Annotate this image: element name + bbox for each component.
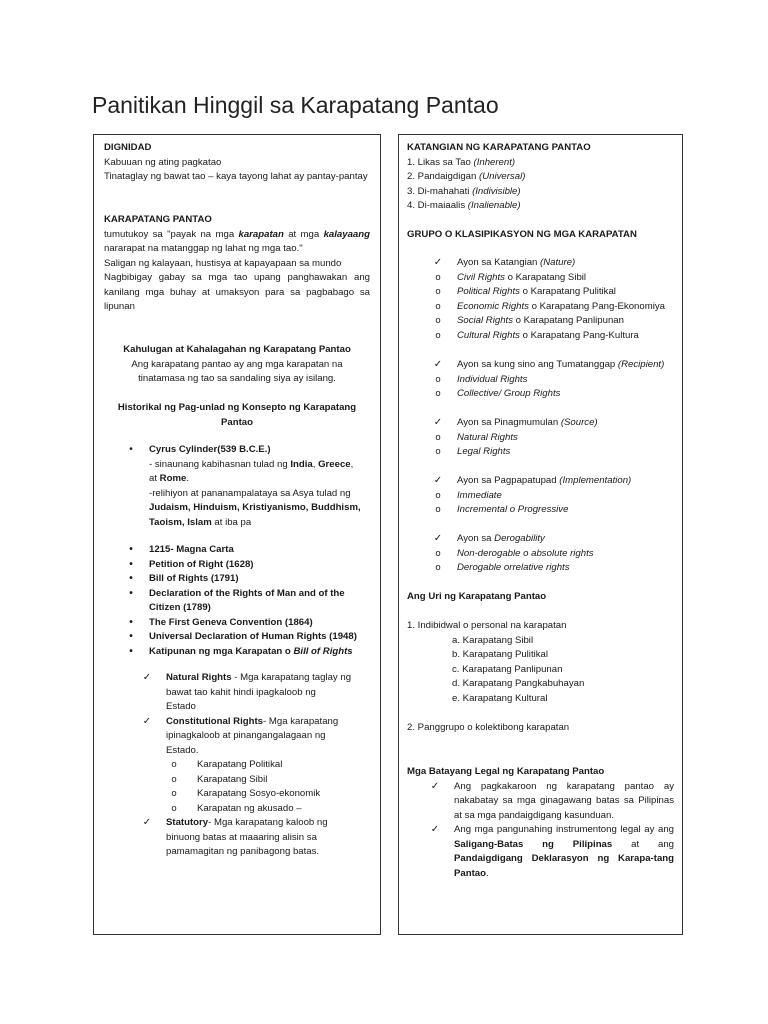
- list-item: [407, 547, 674, 562]
- katangian-heading: KATANGIAN NG KARAPATANG PANTAO: [407, 142, 591, 153]
- list-item: [407, 300, 674, 315]
- list-item: [104, 715, 370, 730]
- right-type-english: Political Rights: [457, 286, 520, 297]
- bullet-icon: •: [129, 573, 133, 584]
- cyrus-line: [104, 472, 370, 487]
- historikal-heading: Historikal ng Pag-unlad ng Konsepto ng Karapatang Pantao: [117, 402, 357, 428]
- right-type-text: o Karapatang Panlipunan: [513, 315, 624, 326]
- grupo-heading-wrap: [407, 228, 674, 243]
- checkmark-icon: ✓: [142, 715, 152, 727]
- rights-type-name: Constitutional Rights: [166, 715, 263, 727]
- katangian-text: 4. Di-maiaalis: [407, 200, 468, 211]
- legal-text-part: Ang mga pangunahing instrumentong legal ay ang: [454, 824, 674, 835]
- cyrus-line: [104, 516, 370, 531]
- cyrus-line: -relihiyon at pananampalataya sa Asya tulad ng: [149, 487, 351, 499]
- checkmark-icon: ✓: [433, 257, 443, 268]
- group-header: [407, 358, 674, 373]
- legal-text: Ang pagkakaroon ng karapatang pantao ay nakabatay sa mga ginagawang batas sa Pilipinas at sa mga pandaigdigang kasunduan.: [454, 780, 674, 821]
- right-type-english: Economic Rights: [457, 300, 529, 312]
- katangian-item: [407, 156, 674, 171]
- group-header-text: Ayon sa Pinagmumulan: [457, 417, 561, 428]
- katangian-english: (Inalienable): [467, 200, 521, 211]
- bullet-icon: •: [129, 444, 133, 455]
- checkmark-icon: ✓: [430, 824, 440, 835]
- right-type-english: Immediate: [457, 489, 502, 501]
- circle-bullet-icon: o: [435, 504, 441, 515]
- legal-emph: Saligang-Batas ng Pilipinas: [454, 838, 613, 850]
- list-item: [407, 285, 674, 300]
- list-item: [407, 503, 674, 518]
- list-item: [104, 616, 370, 631]
- circle-bullet-icon: o: [435, 329, 441, 341]
- dignidad-heading: DIGNIDAD: [104, 142, 152, 153]
- kp-def-emph: kalayaang: [323, 228, 370, 240]
- sub-item-label: Karapatan ng akusado –: [197, 802, 302, 814]
- list-item: [104, 587, 370, 602]
- kp-line: Nagbibigay gabay sa mga tao upang panghawakan ang kanilang mga buhay at umaksyon para sa pagbabago sa lipunan: [104, 272, 370, 312]
- rights-type-line: Estado.: [166, 744, 199, 756]
- grupo-heading: GRUPO O KLASIPIKASYON NG MGA KARAPATAN: [407, 229, 637, 240]
- kahulugan-text: Ang karapatang pantao ay ang mga karapatan na tinatamasa ng tao sa sandaling siya ay isilang.: [131, 358, 343, 384]
- rights-type-name: Natural Rights: [166, 672, 232, 683]
- list-item: [104, 558, 370, 573]
- group-header-english: Derogability: [494, 533, 545, 544]
- rights-type-line: Estado: [166, 701, 196, 712]
- katangian-text: 3. Di-mahahati: [407, 185, 473, 197]
- bullet-icon: •: [129, 587, 133, 599]
- group-header: [407, 532, 674, 547]
- cyrus-emph: Rome: [159, 473, 187, 484]
- cyrus-section: [104, 443, 370, 530]
- circle-bullet-icon: o: [435, 373, 441, 385]
- checkmark-icon: ✓: [433, 475, 443, 486]
- list-item: [407, 329, 674, 344]
- group-header-text: Ayon sa: [457, 533, 495, 544]
- checkmark-icon: ✓: [433, 359, 443, 370]
- circle-bullet-icon: o: [435, 271, 441, 283]
- event-label: 1215- Magna Carta: [149, 544, 234, 555]
- legal-text: [454, 823, 674, 881]
- cyrus-text: at: [149, 473, 160, 484]
- bullet-icon: •: [129, 544, 133, 555]
- event-label: Petition of Right (1628): [149, 558, 254, 570]
- list-item: [407, 445, 674, 460]
- list-item: [104, 816, 370, 831]
- right-type-english: Incremental o Progressive: [457, 504, 569, 515]
- group-implementation: [407, 474, 674, 518]
- checkmark-icon: ✓: [430, 780, 440, 792]
- katangian-section: [407, 141, 674, 214]
- cyrus-text: - sinaunang kabihasnan tulad ng: [149, 458, 291, 470]
- right-type-english: Social Rights: [457, 315, 513, 326]
- page-title: Panitikan Hinggil sa Karapatang Pantao: [92, 92, 499, 118]
- cyrus-emph: Taoism, Islam: [149, 516, 212, 528]
- circle-bullet-icon: o: [435, 489, 441, 501]
- kp-def-text: at mga: [283, 228, 324, 240]
- right-type-english: Collective/ Group Rights: [457, 388, 561, 399]
- rights-type-name: Statutory: [166, 817, 209, 828]
- circle-bullet-icon: o: [435, 547, 441, 559]
- kahulugan-section: [104, 343, 370, 387]
- karapatang-pantao-section: [104, 213, 370, 315]
- bullet-icon: •: [129, 645, 133, 657]
- list-item: [407, 489, 674, 504]
- katangian-english: (Indivisible): [472, 185, 521, 197]
- sub-item-label: Karapatang Sosyo-ekonomik: [197, 788, 321, 799]
- rights-type-text: - Mga karapatang kaloob ng: [208, 817, 328, 828]
- checkmark-icon: ✓: [142, 672, 152, 683]
- group-header-english: (Source): [560, 417, 598, 428]
- rights-type-line: binuong batas at maaaring alisin sa: [166, 831, 317, 843]
- group-header-text: Ayon sa Katangian: [457, 257, 541, 268]
- list-item: [104, 645, 370, 660]
- group-header: [407, 474, 674, 489]
- circle-bullet-icon: o: [435, 300, 441, 312]
- uri-section: [407, 590, 674, 735]
- right-type-english: Individual Rights: [457, 373, 528, 385]
- list-item: [407, 823, 674, 881]
- rights-types: [104, 671, 370, 860]
- list-item: [104, 758, 370, 773]
- kp-heading: KARAPATANG PANTAO: [104, 214, 212, 225]
- katangian-item: [407, 199, 674, 214]
- list-item: [104, 630, 370, 645]
- list-item: [407, 561, 674, 576]
- kp-def-text: nararapat na matanggap ng lahat ng mga tao.": [104, 243, 303, 254]
- list-item: [104, 572, 370, 587]
- sub-item-label: Karapatang Sibil: [197, 773, 268, 785]
- list-item: [407, 780, 674, 824]
- legal-heading: Mga Batayang Legal ng Karapatang Pantao: [407, 766, 605, 777]
- kp-line: Saligan ng kalayaan, hustisya at kapayapaan sa mundo: [104, 257, 342, 269]
- right-panel: [398, 134, 683, 935]
- group-header: [407, 416, 674, 431]
- right-type-text: o Karapatang Pulitikal: [519, 286, 616, 297]
- dignidad-line: Kabuuan ng ating pagkatao: [104, 156, 222, 168]
- rights-type-line: bawat tao kahit hindi ipagkaloob ng: [166, 686, 316, 698]
- circle-bullet-icon: o: [171, 773, 177, 785]
- katangian-english: (Universal): [479, 171, 526, 182]
- cyrus-text: at iba pa: [211, 516, 252, 528]
- circle-bullet-icon: o: [171, 759, 177, 770]
- cyrus-emph: India: [290, 458, 313, 470]
- bullet-icon: •: [129, 558, 133, 570]
- event-continuation: Citizen (1789): [149, 602, 211, 613]
- uri-sub-item: d. Karapatang Pangkabuhayan: [452, 678, 585, 689]
- list-item: [104, 543, 370, 558]
- group-header-english: (Nature): [540, 257, 576, 268]
- uri-item: 2. Panggrupo o kolektibong karapatan: [407, 721, 570, 733]
- uri-heading: Ang Uri ng Karapatang Pantao: [407, 591, 547, 602]
- checkmark-icon: ✓: [433, 533, 443, 544]
- rights-type-text: - Mga karapatang taglay ng: [231, 672, 352, 683]
- right-type-text: o Karapatang Pang-Kultura: [519, 329, 639, 341]
- list-item: [104, 671, 370, 686]
- group-header-text: Ayon sa Pagpapatupad: [457, 475, 560, 486]
- list-item: [104, 802, 370, 817]
- events-list: [104, 543, 370, 659]
- circle-bullet-icon: o: [435, 388, 441, 399]
- katangian-item: [407, 170, 674, 185]
- event-label: Bill of Rights (1791): [149, 573, 239, 584]
- right-type-english: Legal Rights: [457, 446, 511, 457]
- right-type-english: Non-derogable o absolute rights: [457, 547, 594, 559]
- group-source: [407, 416, 674, 460]
- uri-sub-item: e. Karapatang Kultural: [452, 692, 548, 704]
- circle-bullet-icon: o: [435, 562, 441, 573]
- right-type-english: Natural Rights: [457, 431, 518, 443]
- katangian-text: 1. Likas sa Tao: [407, 156, 474, 168]
- cyrus-line: Judaism, Hinduism, Kristiyanismo, Buddhism,: [149, 502, 361, 513]
- list-item: [104, 787, 370, 802]
- bullet-icon: •: [129, 616, 133, 628]
- right-type-text: o Karapatang Pang-Ekonomiya: [528, 300, 665, 312]
- group-nature: [407, 256, 674, 343]
- list-item: [407, 373, 674, 388]
- bullet-icon: •: [129, 631, 133, 642]
- list-item: [407, 314, 674, 329]
- checkmark-icon: ✓: [433, 417, 443, 428]
- list-item: [104, 773, 370, 788]
- uri-sub-item: b. Karapatang Pulitikal: [452, 649, 548, 660]
- rights-type-line: ipinagkaloob at pinangangalagaan ng: [166, 730, 326, 741]
- checkmark-icon: ✓: [142, 817, 152, 828]
- cyrus-text: .: [186, 473, 189, 484]
- group-derogability: [407, 532, 674, 576]
- circle-bullet-icon: o: [171, 788, 177, 799]
- legal-text-part: at ang: [612, 838, 674, 850]
- uri-item: 1. Indibidwal o personal na karapatan: [407, 620, 567, 631]
- group-header-text: Ayon sa kung sino ang Tumatanggap: [457, 359, 618, 370]
- cyrus-text: ,: [350, 458, 354, 470]
- kp-def-emph: karapatan: [238, 228, 284, 240]
- right-type-english: Derogable orrelative rights: [457, 562, 570, 573]
- circle-bullet-icon: o: [435, 446, 441, 457]
- list-item: [407, 431, 674, 446]
- event-label: The First Geneva Convention (1864): [149, 616, 313, 628]
- uri-sub-item: c. Karapatang Panlipunan: [452, 663, 563, 675]
- left-panel: [93, 134, 381, 935]
- rights-type-text: - Mga karapatang: [263, 715, 339, 727]
- event-emph: Bill of Rights: [293, 645, 353, 657]
- dignidad-section: [104, 141, 370, 185]
- list-item: [407, 271, 674, 286]
- event-label: Universal Declaration of Human Rights (1948): [149, 631, 357, 642]
- kahulugan-heading: Kahulugan at Kahalagahan ng Karapatang Pantao: [123, 344, 351, 355]
- katangian-english: (Inherent): [473, 156, 516, 168]
- list-item: [104, 443, 370, 458]
- kp-def-text: tumutukoy sa "payak na mga: [104, 228, 239, 240]
- cyrus-title: Cyrus Cylinder(539 B.C.E.): [149, 444, 271, 455]
- kp-definition: [104, 228, 370, 257]
- historikal-section: [104, 401, 370, 430]
- event-label: Declaration of the Rights of Man and of the: [149, 587, 345, 599]
- circle-bullet-icon: o: [435, 431, 441, 443]
- circle-bullet-icon: o: [435, 286, 441, 297]
- legal-section: [407, 765, 674, 881]
- right-type-english: Civil Rights: [457, 271, 505, 283]
- legal-text-part: .: [486, 867, 489, 879]
- cyrus-emph: Greece: [318, 458, 351, 470]
- cyrus-line: [104, 458, 370, 473]
- cyrus-text: ,: [312, 458, 319, 470]
- circle-bullet-icon: o: [435, 315, 441, 326]
- group-header-english: (Recipient): [617, 359, 665, 370]
- dignidad-line: Tinataglay ng bawat tao – kaya tayong lahat ay pantay-pantay: [104, 171, 368, 182]
- group-header-english: (Implementation): [559, 475, 632, 486]
- sub-item-label: Karapatang Politikal: [197, 759, 283, 770]
- group-recipient: [407, 358, 674, 402]
- circle-bullet-icon: o: [171, 802, 177, 814]
- list-item: [407, 387, 674, 402]
- katangian-item: [407, 185, 674, 200]
- right-type-english: Cultural Rights: [457, 329, 520, 341]
- legal-emph: Pandaigdigang Deklarasyon ng Karapa-tang Pantao: [454, 853, 674, 879]
- uri-sub-item: a. Karapatang Sibil: [452, 634, 534, 646]
- rights-type-line: pamamagitan ng panibagong batas.: [166, 846, 320, 857]
- group-header: [407, 256, 674, 271]
- event-label: Katipunan ng mga Karapatan o: [149, 645, 294, 657]
- right-type-text: o Karapatang Sibil: [504, 271, 587, 283]
- katangian-text: 2. Pandaigdigan: [407, 171, 480, 182]
